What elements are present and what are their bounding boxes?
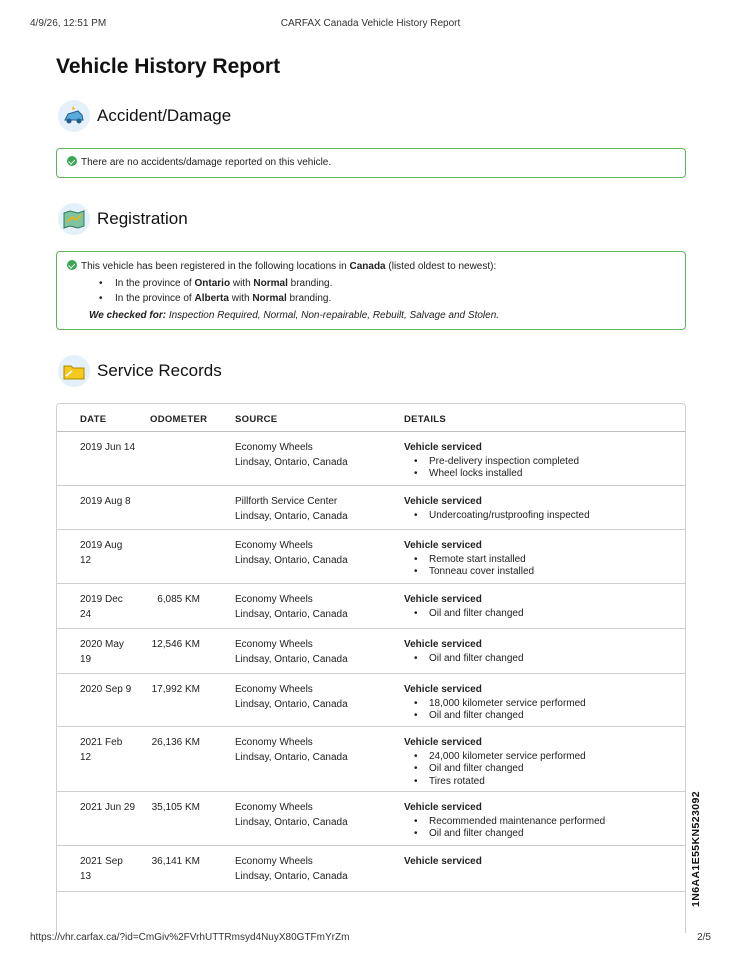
detail-title: Vehicle serviced bbox=[404, 737, 482, 748]
accident-status-box bbox=[56, 148, 686, 178]
detail-item: • Wheel locks installed bbox=[414, 468, 674, 481]
print-url: https://vhr.carfax.ca/?id=CmGiv%2FVrhUTTRmsyd4NuyX80GTFmYrZm bbox=[30, 932, 350, 943]
cell-source: Economy Wheels Lindsay, Ontario, Canada bbox=[235, 737, 348, 763]
detail-item: • Tires rotated bbox=[414, 776, 674, 789]
registration-section-title: Registration bbox=[97, 209, 188, 228]
header-date: DATE bbox=[80, 414, 107, 425]
accident-message: There are no accidents/damage reported on this vehicle. bbox=[81, 157, 332, 168]
cell-source: Economy Wheels Lindsay, Ontario, Canada bbox=[235, 856, 348, 882]
service-records-table bbox=[56, 403, 686, 933]
registration-item: • In the province of Alberta with Normal branding. bbox=[99, 293, 675, 304]
cell-date: 2020 May 19 bbox=[80, 639, 124, 665]
detail-title: Vehicle serviced bbox=[404, 856, 482, 867]
cell-details bbox=[404, 539, 674, 579]
cell-details bbox=[404, 495, 674, 522]
table-row bbox=[57, 432, 685, 486]
check-circle-icon bbox=[67, 260, 77, 270]
checked-for-line: We checked for: Inspection Required, Normal, Non-repairable, Rebuilt, Salvage and Stolen. bbox=[89, 310, 500, 321]
car-damage-icon bbox=[58, 100, 90, 132]
service-section-header bbox=[58, 355, 222, 387]
cell-details bbox=[404, 638, 674, 665]
detail-item: • Oil and filter changed bbox=[414, 828, 674, 841]
detail-list bbox=[414, 456, 674, 481]
detail-title: Vehicle serviced bbox=[404, 684, 482, 695]
cell-odometer: 12,546 KM bbox=[151, 639, 200, 650]
cell-date: 2020 Sep 9 bbox=[80, 684, 132, 695]
cell-odometer: 17,992 KM bbox=[151, 684, 200, 695]
table-header-row bbox=[57, 404, 685, 432]
detail-list bbox=[414, 653, 674, 666]
detail-title: Vehicle serviced bbox=[404, 442, 482, 453]
registration-section-header bbox=[58, 203, 188, 235]
report-title: Vehicle History Report bbox=[56, 55, 281, 78]
cell-source: Economy Wheels Lindsay, Ontario, Canada bbox=[235, 639, 348, 665]
cell-details bbox=[404, 683, 674, 723]
cell-odometer: 35,105 KM bbox=[151, 802, 200, 813]
cell-details bbox=[404, 801, 674, 841]
registration-item: • In the province of Ontario with Normal branding. bbox=[99, 278, 675, 289]
detail-item: • Oil and filter changed bbox=[414, 608, 674, 621]
service-folder-icon bbox=[58, 355, 90, 387]
detail-item: • Tonneau cover installed bbox=[414, 566, 674, 579]
cell-details bbox=[404, 441, 674, 481]
table-row bbox=[57, 584, 685, 629]
service-section-title: Service Records bbox=[97, 361, 222, 380]
table-row bbox=[57, 792, 685, 846]
accident-section-title: Accident/Damage bbox=[97, 106, 232, 125]
table-row bbox=[57, 629, 685, 674]
table-row bbox=[57, 727, 685, 792]
cell-date: 2019 Dec 24 bbox=[80, 594, 123, 620]
header-odometer: ODOMETER bbox=[150, 414, 208, 425]
header-details: DETAILS bbox=[404, 414, 447, 425]
print-page-title: CARFAX Canada Vehicle History Report bbox=[280, 18, 461, 29]
cell-date: 2021 Feb 12 bbox=[80, 737, 123, 763]
cell-date: 2019 Aug 8 bbox=[80, 496, 131, 507]
detail-title: Vehicle serviced bbox=[404, 594, 482, 605]
cell-date: 2021 Sep 13 bbox=[80, 856, 123, 882]
detail-item: • Undercoating/rustproofing inspected bbox=[414, 510, 674, 523]
detail-list bbox=[414, 751, 674, 789]
cell-date: 2019 Aug 12 bbox=[80, 540, 123, 566]
cell-source: Economy Wheels Lindsay, Ontario, Canada bbox=[235, 684, 348, 710]
cell-source: Pillforth Service Center Lindsay, Ontario, Canada bbox=[235, 496, 348, 522]
detail-list bbox=[414, 554, 674, 579]
detail-item: • Recommended maintenance performed bbox=[414, 816, 674, 829]
accident-section-header bbox=[58, 100, 231, 132]
cell-odometer: 26,136 KM bbox=[151, 737, 200, 748]
detail-item: • 18,000 kilometer service performed bbox=[414, 698, 674, 711]
print-footer bbox=[30, 932, 711, 943]
cell-date: 2019 Jun 14 bbox=[80, 442, 136, 453]
detail-title: Vehicle serviced bbox=[404, 802, 482, 813]
detail-title: Vehicle serviced bbox=[404, 639, 482, 650]
detail-title: Vehicle serviced bbox=[404, 496, 482, 507]
detail-item: • 24,000 kilometer service performed bbox=[414, 751, 674, 764]
detail-list bbox=[414, 698, 674, 723]
cell-details bbox=[404, 855, 674, 870]
cell-source: Economy Wheels Lindsay, Ontario, Canada bbox=[235, 540, 348, 566]
detail-item: • Oil and filter changed bbox=[414, 710, 674, 723]
cell-source: Economy Wheels Lindsay, Ontario, Canada bbox=[235, 442, 348, 468]
check-circle-icon bbox=[67, 156, 77, 166]
cell-odometer: 36,141 KM bbox=[151, 856, 200, 867]
vin-vertical: 1N6AA1E55KN523092 bbox=[690, 791, 702, 907]
table-row bbox=[57, 846, 685, 892]
cell-source: Economy Wheels Lindsay, Ontario, Canada bbox=[235, 802, 348, 828]
detail-item: • Oil and filter changed bbox=[414, 653, 674, 666]
cell-odometer: 6,085 KM bbox=[157, 594, 200, 605]
print-header bbox=[30, 18, 711, 29]
map-icon bbox=[58, 203, 90, 235]
registration-box bbox=[56, 251, 686, 330]
detail-item: • Oil and filter changed bbox=[414, 763, 674, 776]
print-page-number: 2/5 bbox=[697, 932, 711, 943]
cell-details bbox=[404, 736, 674, 788]
table-row bbox=[57, 530, 685, 584]
cell-date: 2021 Jun 29 bbox=[80, 802, 136, 813]
detail-list bbox=[414, 816, 674, 841]
print-datetime: 4/9/26, 12:51 PM bbox=[30, 18, 107, 29]
table-row bbox=[57, 486, 685, 530]
header-source: SOURCE bbox=[235, 414, 278, 425]
detail-list bbox=[414, 510, 674, 523]
detail-title: Vehicle serviced bbox=[404, 540, 482, 551]
cell-source: Economy Wheels Lindsay, Ontario, Canada bbox=[235, 594, 348, 620]
detail-item: • Pre-delivery inspection completed bbox=[414, 456, 674, 469]
registration-intro: This vehicle has been registered in the following locations in Canada (listed oldest to newest): bbox=[67, 260, 675, 272]
table-row bbox=[57, 674, 685, 727]
registration-list bbox=[99, 278, 675, 304]
detail-list bbox=[414, 608, 674, 621]
cell-details bbox=[404, 593, 674, 620]
detail-item: • Remote start installed bbox=[414, 554, 674, 567]
